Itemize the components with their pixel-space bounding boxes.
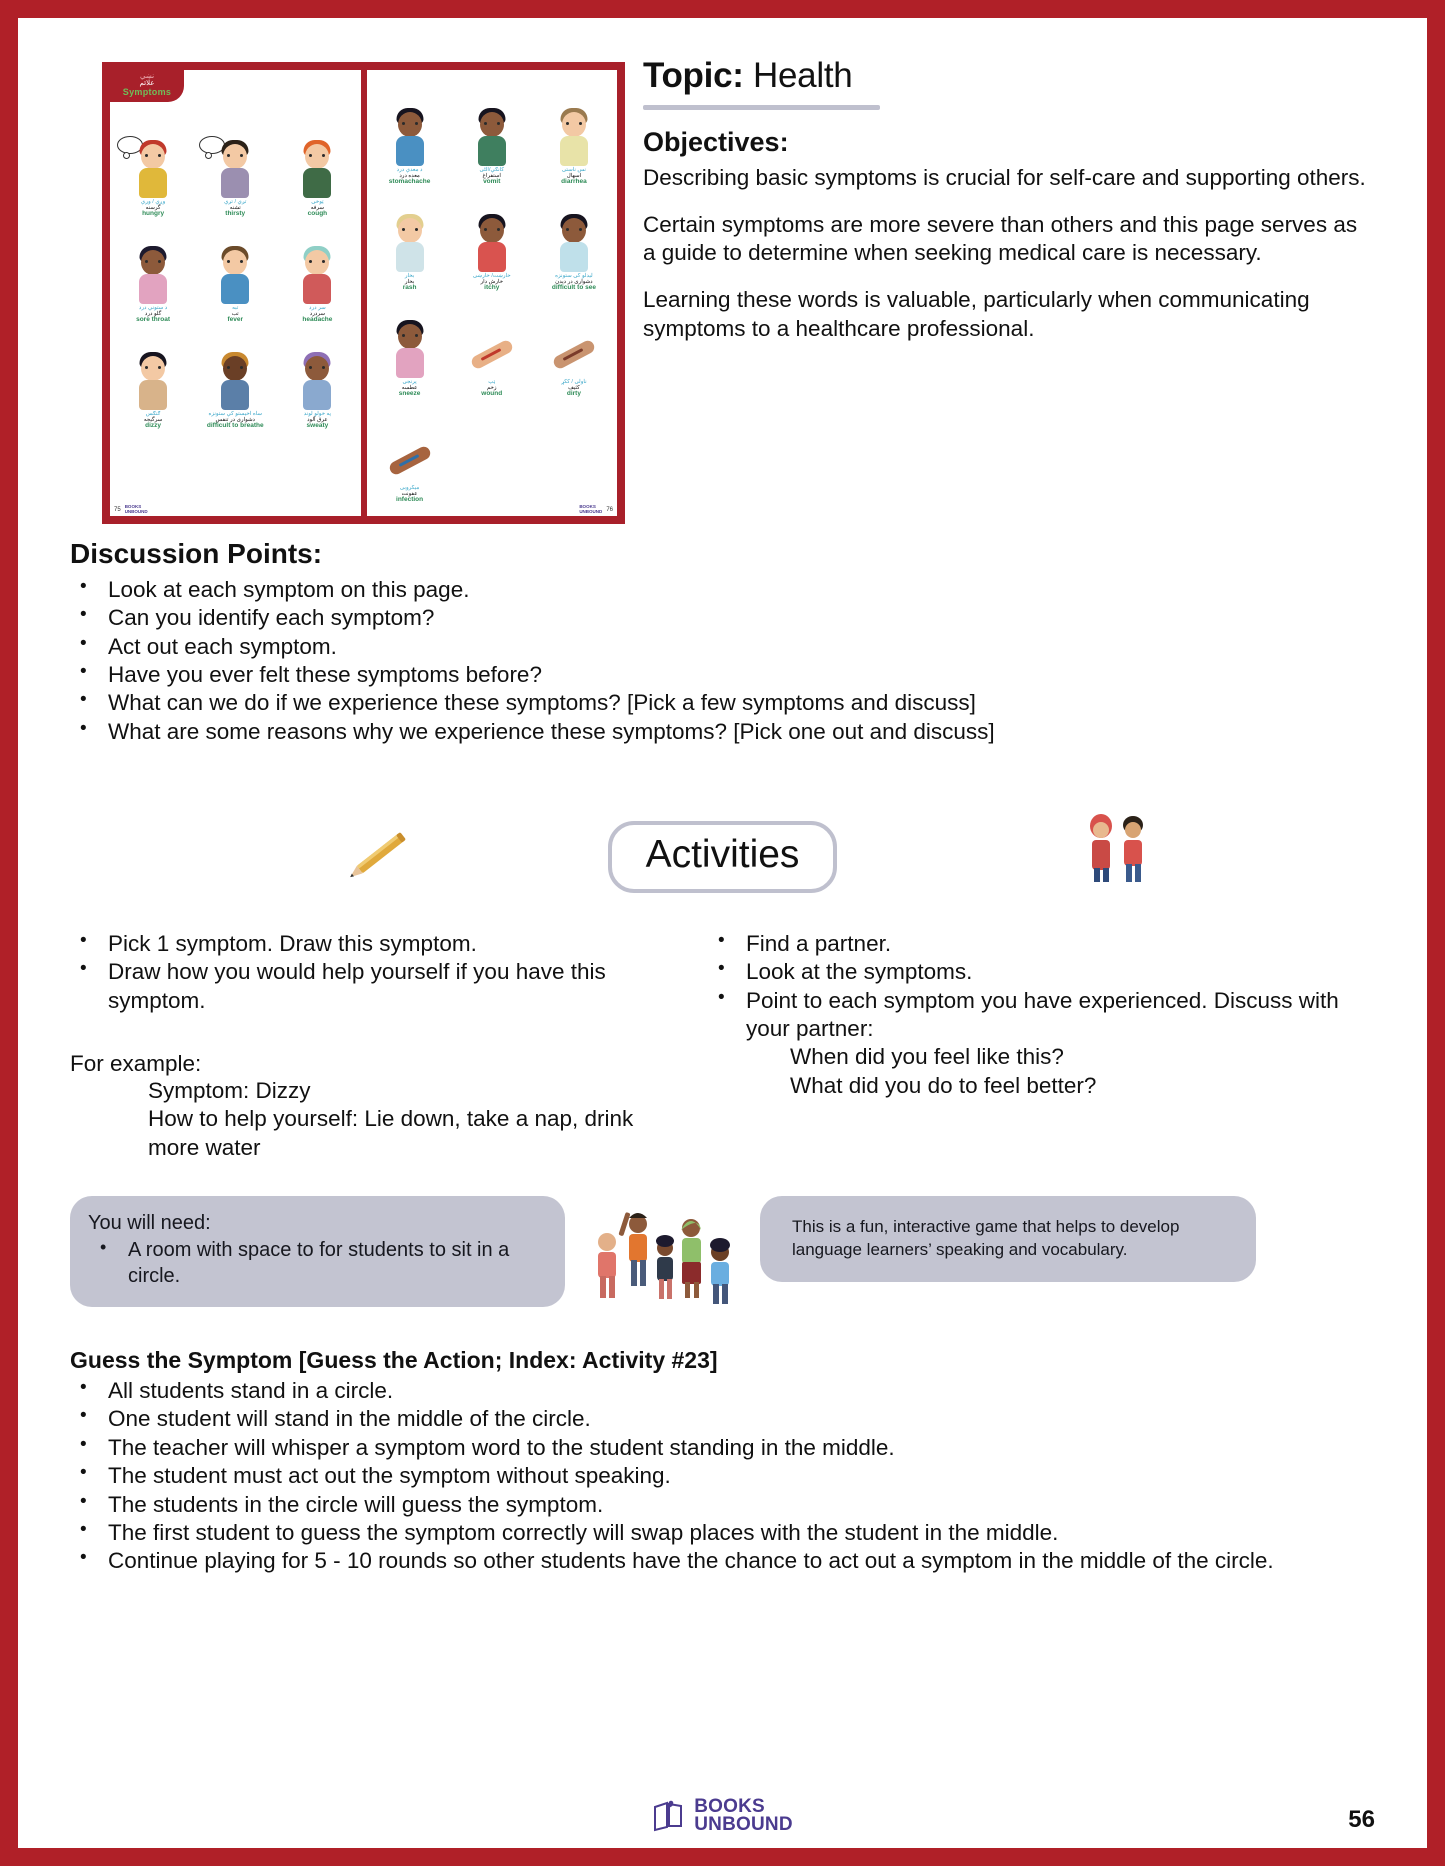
logo-line-1: BOOKS: [694, 1795, 765, 1817]
list-item: • Point to each symptom you have experienced. Discuss with your partner:: [708, 987, 1375, 1044]
symptom-illustration-rash: [381, 206, 439, 272]
symptom-cell: [113, 114, 193, 218]
symptom-label-en: sneeze: [398, 390, 421, 398]
symptom-label-ps: سر درد: [309, 304, 326, 311]
list-item: • Look at each symptom on this page.: [70, 576, 1375, 604]
game-steps-list: [70, 1377, 1375, 1575]
page-number: 56: [1348, 1806, 1375, 1833]
you-will-need-title: You will need:: [88, 1212, 211, 1235]
poster-symptom-grid-right: [370, 74, 615, 504]
symptom-label-en: rash: [402, 284, 417, 292]
symptom-label-ps: د معدې درد: [396, 166, 423, 173]
symptom-label-en: infection: [396, 496, 424, 504]
books-unbound-logo: [652, 1795, 793, 1835]
symptom-illustration-wound: [463, 312, 521, 378]
symptom-cell: [370, 294, 450, 398]
symptom-label-da: عرق آلود: [307, 416, 328, 423]
poster-title-pashto: نښي: [139, 73, 155, 80]
topic-label: Topic:: [643, 56, 744, 95]
symptom-label-en: dizzy: [145, 422, 162, 430]
symptom-label-da: خارش دار: [480, 278, 504, 285]
page-title: [643, 56, 1375, 96]
two-children-illustration: [1071, 808, 1167, 890]
symptom-cell: [113, 220, 193, 324]
game-note-callout: This is a fun, interactive game that helps to develop language learners’ speaking and vocabulary.: [760, 1196, 1256, 1282]
symptom-cell: [370, 188, 450, 292]
symptom-illustration-sneeze: [381, 312, 439, 378]
partner-subquestion-1: When did you feel like this?: [790, 1044, 1064, 1070]
objectives-paragraph-3: Learning these words is valuable, particularly when communicating symptoms to a healthcare professional.: [643, 287, 1310, 341]
symptom-label-da: عفونت: [401, 490, 418, 497]
list-item: • The student must act out the symptom without speaking.: [70, 1462, 1375, 1490]
symptom-illustration-stomachache: [381, 100, 439, 166]
page-footer: [18, 1795, 1427, 1835]
objectives-heading: Objectives:: [643, 127, 789, 157]
discussion-points-section: [70, 538, 1375, 746]
poster-page-left: [110, 70, 361, 516]
list-item: • A room with space to for students to sit in a circle.: [88, 1237, 541, 1289]
symptom-cell: [452, 294, 532, 398]
symptom-label-ps: ټپ: [488, 378, 496, 385]
symptom-label-en: fever: [227, 316, 244, 324]
symptom-label-ps: میکروبی: [399, 484, 420, 491]
symptom-label-ps: ټوخی: [311, 198, 324, 205]
symptom-label-en: headache: [302, 316, 333, 324]
symptom-label-en: itchy: [484, 284, 500, 292]
symptom-label-da: دشواری در تنفس: [215, 416, 256, 423]
symptom-cell: [195, 326, 275, 430]
symptom-illustration-diarrhea: [545, 100, 603, 166]
for-example-label: For example:: [70, 1051, 202, 1077]
symptom-label-ps: ناولی / ککړ: [561, 378, 587, 385]
list-item: • Continue playing for 5 - 10 rounds so other students have the chance to act out a symptom in the middle of the circle.: [70, 1547, 1375, 1575]
symptom-label-da: تشنه: [229, 204, 241, 211]
poster-page-right: [367, 70, 618, 516]
list-item: • Pick 1 symptom. Draw this symptom.: [70, 930, 690, 958]
symptom-label-ps: ساه اخیستو کې ستونزه: [208, 410, 262, 417]
objectives-paragraph-1: Describing basic symptoms is crucial for self-care and supporting others.: [643, 165, 1366, 190]
symptom-label-en: sweaty: [306, 422, 329, 430]
symptom-illustration-sore-throat: [124, 238, 182, 304]
symptom-illustration-fever: [206, 238, 264, 304]
partner-subquestion-2: What did you do to feel better?: [790, 1072, 1097, 1098]
activity-partner-bullets: [708, 930, 1375, 1043]
discussion-points-list: [70, 576, 1375, 746]
guess-the-symptom-section: [70, 1347, 1375, 1575]
activity-partner-column: [690, 930, 1375, 1162]
symptom-label-da: دشواری در دیدن: [555, 278, 593, 285]
list-item: • All students stand in a circle.: [70, 1377, 1375, 1405]
poster-frame: [102, 62, 625, 524]
symptom-illustration-vomit: [463, 100, 521, 166]
example-symptom-line: Symptom: Dizzy: [148, 1078, 311, 1104]
symptom-illustration-difficult-to-see: [545, 206, 603, 272]
symptom-cell: [452, 188, 532, 292]
symptom-cell: [534, 82, 614, 186]
list-item: • One student will stand in the middle of the circle.: [70, 1405, 1375, 1433]
symptom-label-en: difficult to see: [551, 284, 596, 292]
poster-symptom-grid-left: [113, 74, 358, 430]
symptom-cell: [195, 114, 275, 218]
discussion-points-heading: Discussion Points:: [70, 538, 323, 569]
activity-draw-bullets: [70, 930, 690, 1015]
symptom-illustration-thirsty: [206, 132, 264, 198]
poster-title-dari: علائم: [139, 80, 155, 88]
symptom-label-en: dirty: [566, 390, 581, 398]
symptom-label-da: سرفه: [310, 204, 325, 211]
symptom-label-ps: بخار: [404, 272, 415, 279]
symptom-label-da: عطسه: [401, 384, 418, 391]
list-item: • What can we do if we experience these symptoms? [Pick a few symptoms and discuss]: [70, 689, 1375, 717]
symptom-cell: [370, 400, 450, 504]
objectives-paragraph-2: Certain symptoms are more severe than others and this page serves as a guide to determine when seeking medical care is necessary.: [643, 212, 1358, 266]
symptom-label-ps: پرنجی: [402, 378, 417, 385]
poster-logo-left: BOOKS UNBOUND: [124, 504, 148, 514]
symptom-label-ps: لیدلو کی ستونزه: [555, 272, 593, 279]
symptom-cell: [452, 82, 532, 186]
poster-footer-left: [114, 505, 357, 514]
symptom-label-da: سردرد: [309, 310, 325, 317]
symptom-label-da: بخار: [404, 278, 415, 285]
symptom-cell: [370, 82, 450, 186]
symptom-label-en: difficult to breathe: [206, 422, 264, 430]
list-item: • Draw how you would help yourself if you have this symptom.: [70, 958, 690, 1015]
symptom-label-da: تب: [231, 310, 239, 317]
symptom-label-en: vomit: [483, 178, 501, 186]
symptom-label-da: سرگیجه: [143, 416, 163, 423]
list-item: • The teacher will whisper a symptom word to the student standing in the middle.: [70, 1434, 1375, 1462]
symptom-label-en: wound: [481, 390, 503, 398]
you-will-need-callout: [70, 1196, 565, 1307]
symptom-illustration-headache: [288, 238, 346, 304]
symptom-label-en: diarrhea: [561, 178, 587, 186]
open-book-icon: [652, 1800, 688, 1832]
symptom-label-ps: تږي / تږې: [224, 198, 247, 205]
books-unbound-wordmark: [694, 1795, 793, 1835]
symptom-cell: [534, 294, 614, 398]
list-item: • Look at the symptoms.: [708, 958, 1375, 986]
symptom-label-en: thirsty: [225, 210, 246, 218]
activity-draw-column: [70, 930, 690, 1162]
symptom-label-en: sore throat: [136, 316, 171, 324]
symptom-illustration-difficult-to-breathe: [206, 344, 264, 410]
symptom-label-en: stomachache: [388, 178, 431, 186]
poster-footer-right: [371, 505, 614, 514]
symptom-illustration-dirty: [545, 312, 603, 378]
top-section: [70, 46, 1375, 524]
symptom-label-ps: ګنګس: [145, 410, 161, 417]
list-item: • Have you ever felt these symptoms before?: [70, 661, 1375, 689]
list-item: • The students in the circle will guess the symptom.: [70, 1491, 1375, 1519]
page-sheet: [18, 18, 1427, 1848]
callouts-row: [70, 1196, 1375, 1311]
game-heading: Guess the Symptom [Guess the Action; Index: Activity #23]: [70, 1347, 718, 1374]
symptom-label-ps: تبه: [232, 304, 239, 311]
title-underline-divider: [643, 105, 880, 110]
symptom-cell: [277, 114, 357, 218]
symptom-cell: [277, 220, 357, 324]
symptom-label-ps: کانګې/الٹی: [479, 166, 504, 173]
symptom-illustration-dizzy: [124, 344, 182, 410]
logo-line-2: UNBOUND: [694, 1813, 793, 1835]
poster-logo-right: BOOKS UNBOUND: [579, 504, 603, 514]
list-item: • What are some reasons why we experience these symptoms? [Pick one out and discuss]: [70, 718, 1375, 746]
symptom-label-da: زخم: [486, 384, 497, 391]
activities-badge: Activities: [608, 821, 838, 893]
symptom-illustration-itchy: [463, 206, 521, 272]
symptom-label-da: گرسنه: [145, 204, 161, 211]
symptom-label-ps: خارښت/ خارښی: [472, 272, 511, 279]
topic-objectives-column: [625, 46, 1375, 343]
symptom-cell: [113, 326, 193, 430]
list-item: • Can you identify each symptom?: [70, 604, 1375, 632]
students-group-illustration: [565, 1196, 760, 1311]
list-item: • Find a partner.: [708, 930, 1375, 958]
example-help-line: How to help yourself: Lie down, take a nap, drink more water: [148, 1106, 634, 1160]
symptom-cell: [195, 220, 275, 324]
poster-page-number-left: 75: [114, 506, 121, 513]
poster-title-english: Symptoms: [122, 86, 172, 97]
topic-value: Health: [753, 56, 853, 95]
activities-banner-row: [70, 798, 1375, 916]
symptom-label-da: استفراغ: [482, 172, 501, 179]
symptom-label-da: معده درد: [399, 172, 420, 179]
poster-page-number-right: 76: [606, 506, 613, 513]
symptom-label-ps: وږي / وږې: [140, 198, 166, 205]
symptom-label-da: اسهال: [566, 172, 582, 179]
symptom-label-ps: په خولو لوند: [303, 410, 332, 417]
symptom-illustration-cough: [288, 132, 346, 198]
symptom-label-ps: د ستوني درد: [138, 304, 168, 311]
symptom-illustration-infection: [381, 418, 439, 484]
symptom-label-en: cough: [307, 210, 328, 218]
symptom-label-da: گلو درد: [144, 310, 162, 317]
symptom-label-en: hungry: [142, 210, 165, 218]
poster-title-block: [110, 70, 184, 102]
symptoms-poster-figure: [70, 46, 625, 524]
activities-two-columns: [70, 930, 1375, 1162]
pencil-icon: [340, 826, 426, 878]
symptom-label-da: کثیف: [568, 384, 580, 391]
list-item: • Act out each symptom.: [70, 633, 1375, 661]
list-item: • The first student to guess the symptom correctly will swap places with the student in the middle.: [70, 1519, 1375, 1547]
you-will-need-list: [88, 1237, 541, 1289]
symptom-label-ps: نس ناستی: [561, 166, 586, 173]
children-circle-icon: [565, 1196, 760, 1311]
symptom-cell: [277, 326, 357, 430]
symptom-cell: [534, 188, 614, 292]
symptom-illustration-hungry: [124, 132, 182, 198]
symptom-illustration-sweaty: [288, 344, 346, 410]
